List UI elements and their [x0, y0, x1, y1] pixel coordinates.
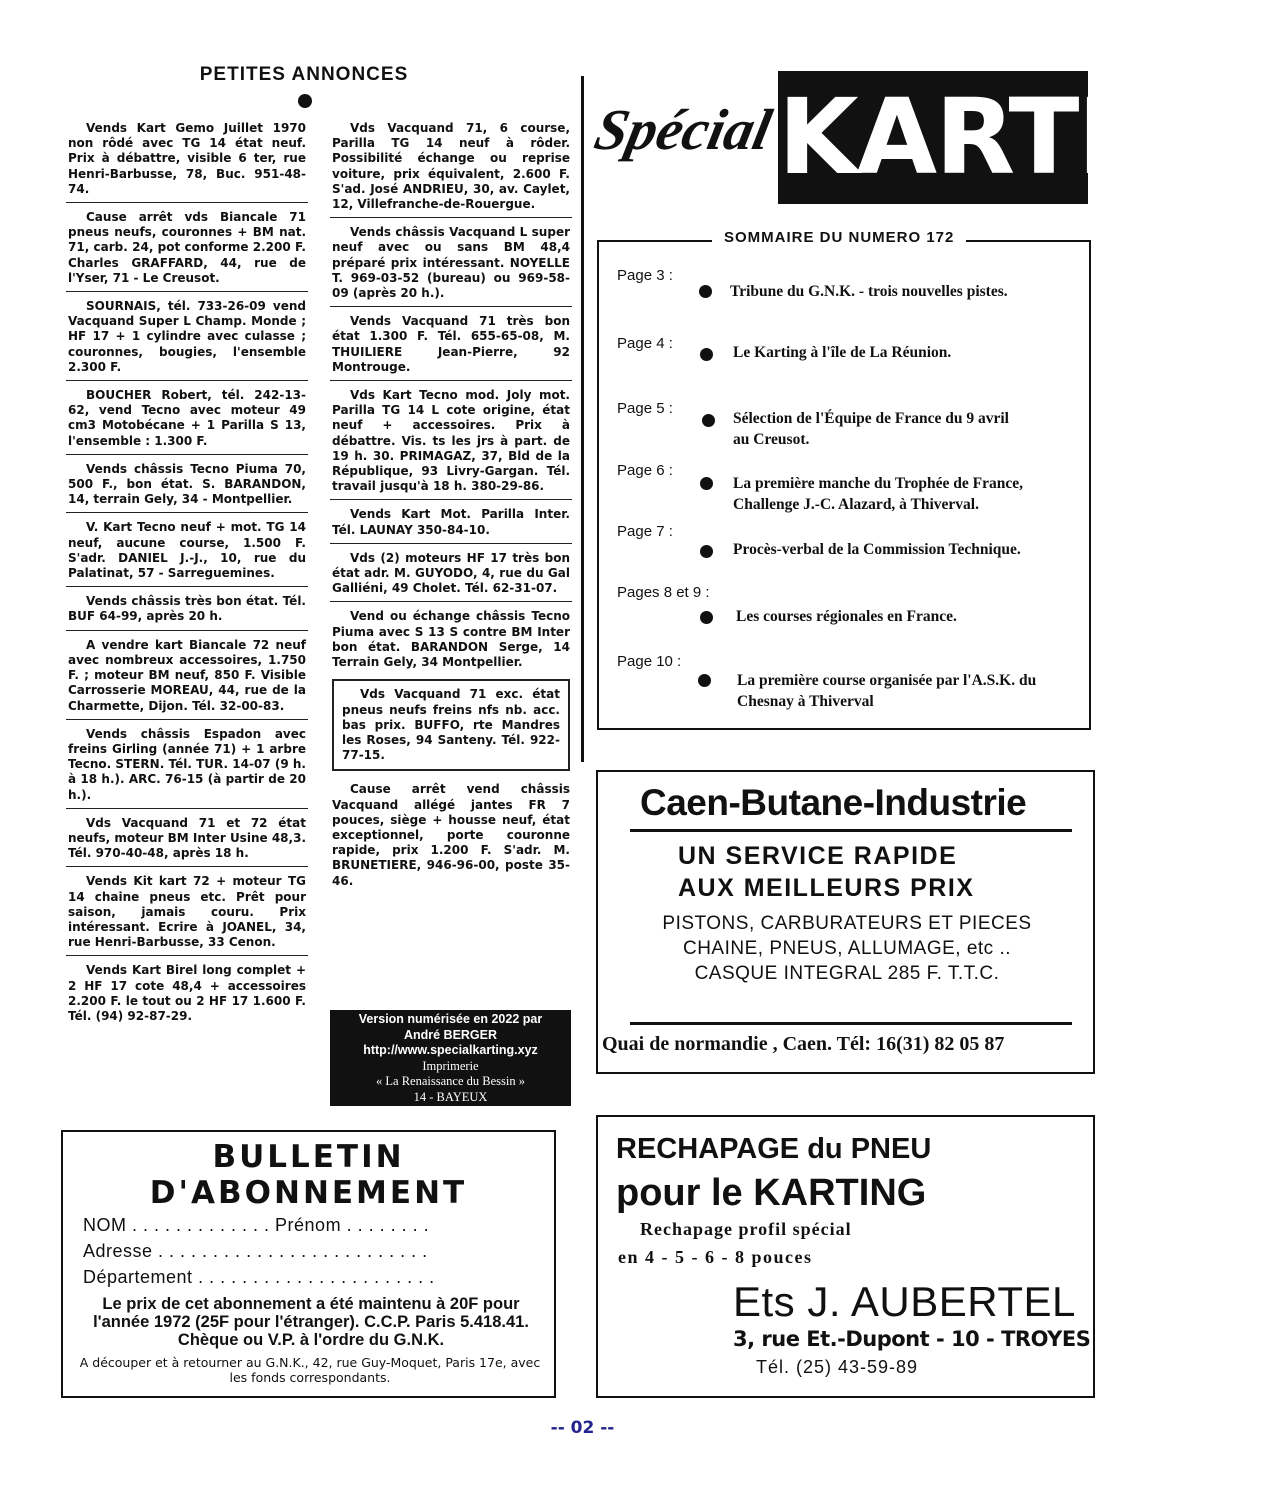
bullet-dot-icon: [700, 477, 713, 490]
toc-entry: Tribune du G.N.K. - trois nouvelles pistes.: [730, 283, 1008, 300]
bullet-dot-icon: [700, 611, 713, 624]
classified-ad: Vends Kart Gemo Juillet 1970 non rôdé avec TG 14 état neuf. Prix à débattre, visible 6 ter, rue Henri-Barbusse, 78, Buc. 951-48-74.: [66, 118, 308, 203]
bullet-dot-icon: [700, 348, 713, 361]
classified-ad: Vends châssis très bon état. Tél. BUF 64-99, après 20 h.: [66, 591, 308, 630]
caen-ad-headline: UN SERVICE RAPIDE: [678, 842, 958, 870]
toc-page: Page 10 :: [617, 653, 682, 670]
classified-ad: Vend ou échange châssis Tecno Piuma avec S 13 S contre BM Inter bon état. BARANDON Serge, 14 Terrain Gely, 34 Montpellier.: [332, 609, 570, 670]
toc-page: Page 4 :: [617, 335, 673, 352]
classified-ad: Cause arrêt vend châssis Vacquand allégé jantes FR 7 pouces, siège + housse neuf, état exceptionnel, porte couronne rapide, prix 1.200 F. S'adr. M. BRUNETIERE, 946-96-00, poste 35-46.: [332, 782, 570, 888]
column-divider: [581, 76, 584, 762]
bullet-dot-icon: [700, 545, 713, 558]
sommaire-title: SOMMAIRE DU NUMERO 172: [712, 229, 966, 246]
classified-ad: Vends Kart Birel long complet + 2 HF 17 cote 48,4 + accessoires 2.200 F. le tout ou 2 HF 17 1.600 F. Tél. (94) 92-87-29.: [68, 963, 306, 1023]
toc-page: Page 3 :: [617, 267, 673, 284]
classified-ad: V. Kart Tecno neuf + mot. TG 14 neuf, aucune course, 1.500 F. S'adr. DANIEL J.-J., 10, rue du Palatinat, 57 - Sarreguemines.: [66, 517, 308, 587]
classified-ad-boxed: Vds Vacquand 71 exc. état pneus neufs freins nfs nb. acc. bas prix. BUFFO, rte Mandres les Roses, 94 Santeny. Tél. 922-77-15.: [332, 679, 570, 771]
classified-ad: Vends Kit kart 72 + moteur TG 14 chaine pneus etc. Prêt pour saison, jamais couru. Prix intéressant. Ecrire à JOANEL, 34, rue Henri-Barbusse, 33 Cenon.: [66, 871, 308, 956]
caen-ad-text: CASQUE INTEGRAL 285 F. T.T.C.: [694, 963, 1000, 984]
toc-entry: Le Karting à l'île de La Réunion.: [733, 344, 952, 361]
ads-column-right: [330, 118, 572, 898]
rechapage-headline: pour le KARTING: [616, 1172, 927, 1214]
ads-column-left: [66, 118, 308, 1033]
bullet-dot-icon: [702, 414, 715, 427]
bulletin-field-departement: Département . . . . . . . . . . . . . . . . . . . . . .: [83, 1267, 435, 1287]
toc-entry: Les courses régionales en France.: [736, 608, 957, 625]
magazine-logo-script: Spécial: [589, 97, 778, 162]
rechapage-text: Rechapage profil spécial: [640, 1219, 852, 1239]
toc-page: Page 5 :: [617, 400, 673, 417]
caen-ad-address: Quai de normandie , Caen. Tél: 16(31) 82 05 87: [602, 1033, 1005, 1055]
toc-entry-line: Challenge J.-C. Alazard, à Thiverval.: [733, 496, 979, 513]
credit-printer-city: 14 - BAYEUX: [413, 1089, 488, 1104]
toc-page: Page 7 :: [617, 523, 673, 540]
toc-page: Page 6 :: [617, 462, 673, 479]
toc-entry-line: au Creusot.: [733, 431, 810, 448]
credit-printer: Imprimerie: [422, 1058, 479, 1073]
magazine-logo-block: KARTING: [778, 71, 1088, 204]
credit-url: http://www.specialkarting.xyz: [363, 1043, 538, 1057]
credit-line: Version numérisée en 2022 par: [358, 1012, 543, 1026]
divider: [630, 1022, 1072, 1025]
rechapage-company: Ets J. AUBERTEL: [733, 1278, 1076, 1325]
field-label: Prénom: [275, 1215, 342, 1235]
classified-ad: Vends Kart Mot. Parilla Inter. Tél. LAUNAY 350-84-10.: [330, 504, 572, 543]
bulletin-note: A découper et à retourner au G.N.K., 42, rue Guy-Moquet, Paris 17e, avec les fonds correspondants.: [79, 1355, 541, 1385]
toc-page: Pages 8 et 9 :: [617, 584, 710, 601]
bullet-dot-icon: [699, 285, 712, 298]
toc-entry-line: La première course organisée par l'A.S.K. du: [737, 672, 1037, 689]
classified-ad: BOUCHER Robert, tél. 242-13-62, vend Tecno avec moteur 49 cm3 Motobécane + 1 Parilla S 13, l'ensemble : 1.300 F.: [66, 385, 308, 455]
caen-ad-text: CHAINE, PNEUS, ALLUMAGE, etc ..: [682, 938, 1012, 959]
toc-entry: Procès-verbal de la Commission Technique.: [733, 541, 1021, 558]
toc-entry-line: Sélection de l'Équipe de France du 9 avril: [733, 410, 1009, 427]
classified-ad: Cause arrêt vds Biancale 71 pneus neufs, couronnes + BM nat. 71, carb. 24, pot conforme 2.200 F. Charles GRAFFARD, 44, rue de l'Yser, 71 - Le Creusot.: [66, 207, 308, 292]
toc-entry: [737, 670, 1036, 712]
bulletin-title: D'ABONNEMENT: [149, 1175, 468, 1211]
credit-printer-name: « La Renaissance du Bessin »: [376, 1074, 525, 1088]
classified-ad: Vds Kart Tecno mod. Joly mot. Parilla TG 14 L cote origine, état neuf + accessoires. Prix à débattre. Vis. ts les jrs à part. de 19 h. 30. PRIMAGAZ, 37, Bld de la République, 93 Livry-Gargan. Tél. travail jusqu'à 18 h. 380-29-86.: [330, 385, 572, 500]
toc-entry-line: Chesnay à Thiverval: [737, 693, 874, 710]
bulletin-price-text: Le prix de cet abonnement a été maintenu à 20F pour l'année 1972 (25F pour l'étranger). C.C.P. Paris 5.418.41. Chèque ou V.P. à l'ordre du G.N.K.: [93, 1295, 529, 1349]
digitization-credit: [330, 1010, 571, 1106]
field-label: Département: [83, 1267, 193, 1287]
rechapage-address: 3, rue Et.-Dupont - 10 - TROYES: [733, 1327, 1091, 1351]
credit-author: André BERGER: [403, 1027, 498, 1042]
bulletin-field-nom: NOM . . . . . . . . . . . . . Prénom . . . . . . . .: [83, 1215, 430, 1235]
classified-ad: Vends Vacquand 71 très bon état 1.300 F. Tél. 655-65-08, M. THUILIERE Jean-Pierre, 92 Montrouge.: [330, 311, 572, 381]
classified-ad: A vendre kart Biancale 72 neuf avec nombreux accessoires, 1.750 F. ; moteur BM neuf, 850 F. Visible Carrosserie MOREAU, 44, rue de la Charmette, Dijon. Tél. 32-00-83.: [66, 635, 308, 720]
classified-ad: Vds Vacquand 71 et 72 état neufs, moteur BM Inter Usine 48,3. Tél. 970-40-48, après 18 h.: [66, 813, 308, 868]
rechapage-phone: Tél. (25) 43-59-89: [756, 1357, 919, 1377]
classified-ad: Vends châssis Espadon avec freins Girling (année 71) + 1 arbre Tecno. STERN. Tél. TUR. 14-07 (9 h. à 18 h.). ARC. 76-15 (à partir de 20 h.).: [66, 724, 308, 809]
classified-ad: SOURNAIS, tél. 733-26-09 vend Vacquand Super L Champ. Monde ; HF 17 + 1 cylindre avec culasse ; couronnes, bougies, l'ensemble 2.300 F.: [66, 296, 308, 381]
caen-ad-headline: AUX MEILLEURS PRIX: [678, 874, 975, 902]
field-label: NOM: [83, 1215, 127, 1235]
bulletin-field-adresse: Adresse . . . . . . . . . . . . . . . . . . . . . . . . .: [83, 1241, 428, 1261]
toc-entry-line: La première manche du Trophée de France,: [733, 475, 1024, 492]
toc-entry: [733, 473, 1023, 515]
page-number: -- 02 --: [550, 1418, 615, 1438]
rechapage-headline: RECHAPAGE du PNEU: [616, 1133, 932, 1165]
caen-ad-title: Caen-Butane-Industrie: [640, 782, 1027, 823]
classified-ad: Vends châssis Vacquand L super neuf avec ou sans BM 48,4 préparé prix intéressant. NOYELLE T. 969-03-52 (bureau) ou 969-58-09 (après 20 h.).: [330, 222, 572, 307]
field-label: Adresse: [83, 1241, 153, 1261]
rechapage-text: en 4 - 5 - 6 - 8 pouces: [618, 1247, 813, 1267]
classified-ad: Vends châssis Tecno Piuma 70, 500 F., bon état. S. BARANDON, 14, terrain Gely, 34 - Montpellier.: [66, 459, 308, 514]
bulletin-title: BULLETIN: [212, 1139, 405, 1175]
divider: [630, 829, 1072, 832]
classified-ad: Vds Vacquand 71, 6 course, Parilla TG 14 neuf à rôder. Possibilité échange ou reprise voiture, prix équivalent, 2.600 F. S'ad. José ANDRIEU, 30, av. Caylet, 12, Villefranche-de-Rouergue.: [330, 118, 572, 218]
classified-ad: Vds (2) moteurs HF 17 très bon état adr. M. GUYODO, 4, rue du Gal Galliéni, 49 Cholet. Tél. 62-31-07.: [330, 548, 572, 603]
petites-annonces-title: PETITES ANNONCES: [199, 64, 409, 85]
toc-entry: [733, 408, 1009, 450]
bullet-dot-icon: [298, 94, 312, 108]
caen-ad-text: PISTONS, CARBURATEURS ET PIECES: [662, 913, 1032, 934]
bullet-dot-icon: [698, 674, 711, 687]
